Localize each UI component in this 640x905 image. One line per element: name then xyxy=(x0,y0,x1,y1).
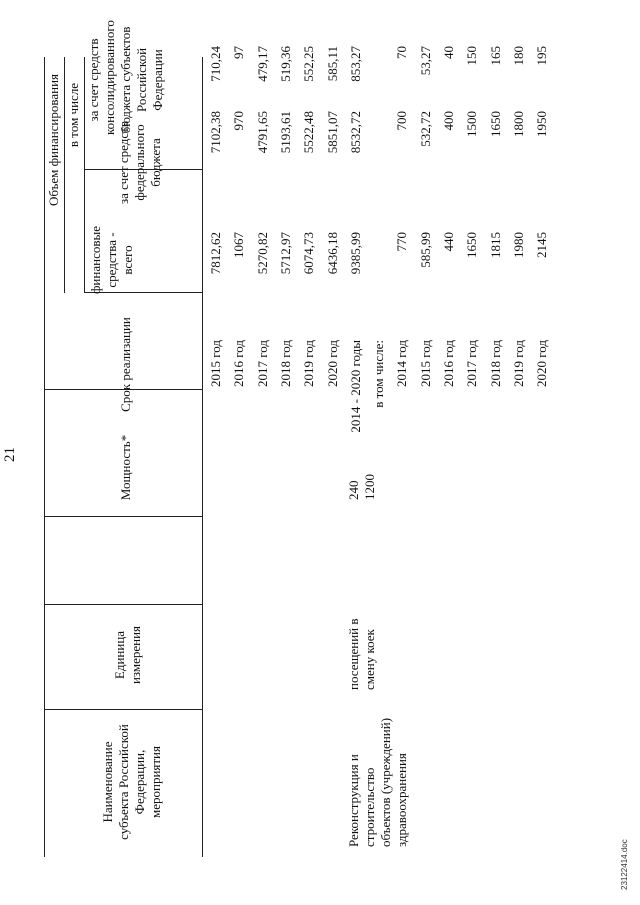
subheader-underline xyxy=(84,57,85,293)
table-cell-total: 1650 xyxy=(464,232,480,258)
table-cell-federal: 1800 xyxy=(510,111,526,137)
table-cell-period: 2020 год xyxy=(324,340,340,387)
item-unit: посещений в смену коек xyxy=(346,618,377,690)
table-cell-total: 1067 xyxy=(231,232,247,258)
table-cell-federal: 8532,72 xyxy=(347,111,363,154)
table-cell-regional: 165 xyxy=(487,46,503,66)
table-cell-federal: 7102,38 xyxy=(208,111,223,154)
table-cell-regional: 150 xyxy=(464,46,480,66)
col-divider-unit xyxy=(44,604,202,605)
item-name: Реконструкция и строительство объектов (учреждений) здравоохранения xyxy=(346,717,409,847)
table-cell-federal: 400 xyxy=(441,111,456,131)
table-cell-total: 1815 xyxy=(487,232,503,258)
header-total: финансовые средства - всего xyxy=(88,226,135,294)
header-regional: за счет средств консолидированного бюджета субъектов Российской Федерации xyxy=(86,20,165,135)
table-top-border xyxy=(44,57,45,857)
header-period: Срок реализации xyxy=(118,317,133,412)
table-cell-regional: 53,27 xyxy=(417,46,433,76)
table-cell-total: 585,99 xyxy=(417,232,433,268)
table-cell-regional: 585,11 xyxy=(324,46,340,82)
doc-filename: 23122414.doc xyxy=(620,839,629,890)
header-in-that: в том числе xyxy=(66,82,81,148)
page-number: 21 xyxy=(2,447,18,462)
col-divider-capacity xyxy=(44,516,202,517)
table-cell-period: 2015 год xyxy=(208,340,223,387)
table-cell-federal: 5851,07 xyxy=(324,111,340,154)
table-cell-regional: 97 xyxy=(231,46,247,59)
col-divider-name xyxy=(44,709,202,710)
table-cell-federal: 4791,65 xyxy=(254,111,270,154)
table-cell-period: 2017 год xyxy=(254,340,270,387)
table-cell-total: 770 xyxy=(394,232,410,252)
header-unit: Единица измерения xyxy=(112,625,143,685)
table-cell-federal: 5193,61 xyxy=(277,111,293,154)
table-cell-total: 9385,99 xyxy=(347,232,363,275)
header-bottom-border xyxy=(202,57,203,857)
table-cell-total: 6074,73 xyxy=(301,232,317,275)
table-cell-period: 2018 год xyxy=(487,340,503,387)
table-cell-period: 2019 год xyxy=(510,340,526,387)
header-capacity: Мощность* xyxy=(118,434,133,501)
table-cell-period: 2019 год xyxy=(301,340,317,387)
table-cell-regional: 70 xyxy=(394,46,410,59)
table-cell-regional: 710,24 xyxy=(208,46,223,82)
table-cell-regional: 40 xyxy=(441,46,456,59)
table-cell-federal: 970 xyxy=(231,111,247,131)
table-cell-total: 5270,82 xyxy=(254,232,270,275)
table-cell-federal: 1500 xyxy=(464,111,480,137)
table-cell-total: 7812,62 xyxy=(208,232,223,275)
table-cell-federal: 1950 xyxy=(534,111,550,137)
table-cell-federal: 1650 xyxy=(487,111,503,137)
header-funding: Объем финансирования xyxy=(46,73,61,207)
table-cell-period: 2018 год xyxy=(277,340,293,387)
table-cell-period: 2014 - 2020 годы xyxy=(347,340,363,433)
table-cell-federal: 532,72 xyxy=(417,111,433,147)
table-cell-total: 440 xyxy=(441,232,456,252)
table-cell-federal: 700 xyxy=(394,111,410,131)
table-cell-period: 2017 год xyxy=(464,340,480,387)
table-cell-regional: 853,27 xyxy=(347,46,363,82)
table-cell-total: 2145 xyxy=(534,232,550,258)
header-name: Наименование субъекта Российской Федерации, мероприятия xyxy=(100,724,163,840)
header-federal: за счет средств федерального бюджета xyxy=(116,121,163,204)
table-cell-period: 2020 год xyxy=(534,340,550,387)
table-cell-regional: 552,25 xyxy=(301,46,317,82)
table-cell-period: 2015 год xyxy=(417,340,433,387)
item-capacity-1: 240 xyxy=(346,480,361,500)
table-cell-federal: 5522,48 xyxy=(301,111,317,154)
table-cell-regional: 195 xyxy=(534,46,550,66)
item-capacity-2: 1200 xyxy=(362,474,377,500)
table-cell-total: 6436,18 xyxy=(324,232,340,275)
table-cell-total: 5712,97 xyxy=(277,232,293,275)
table-cell-total: 1980 xyxy=(510,232,526,258)
table-cell-regional: 180 xyxy=(510,46,526,66)
table-cell-regional: 519,36 xyxy=(277,46,293,82)
table-cell-period: в том числе: xyxy=(371,340,387,408)
funding-header-underline xyxy=(64,57,65,293)
table-cell-regional: 479,17 xyxy=(254,46,270,82)
table-cell-period: 2016 год xyxy=(231,340,247,387)
table-cell-period: 2014 год xyxy=(394,340,410,387)
table-cell-period: 2016 год xyxy=(441,340,456,387)
